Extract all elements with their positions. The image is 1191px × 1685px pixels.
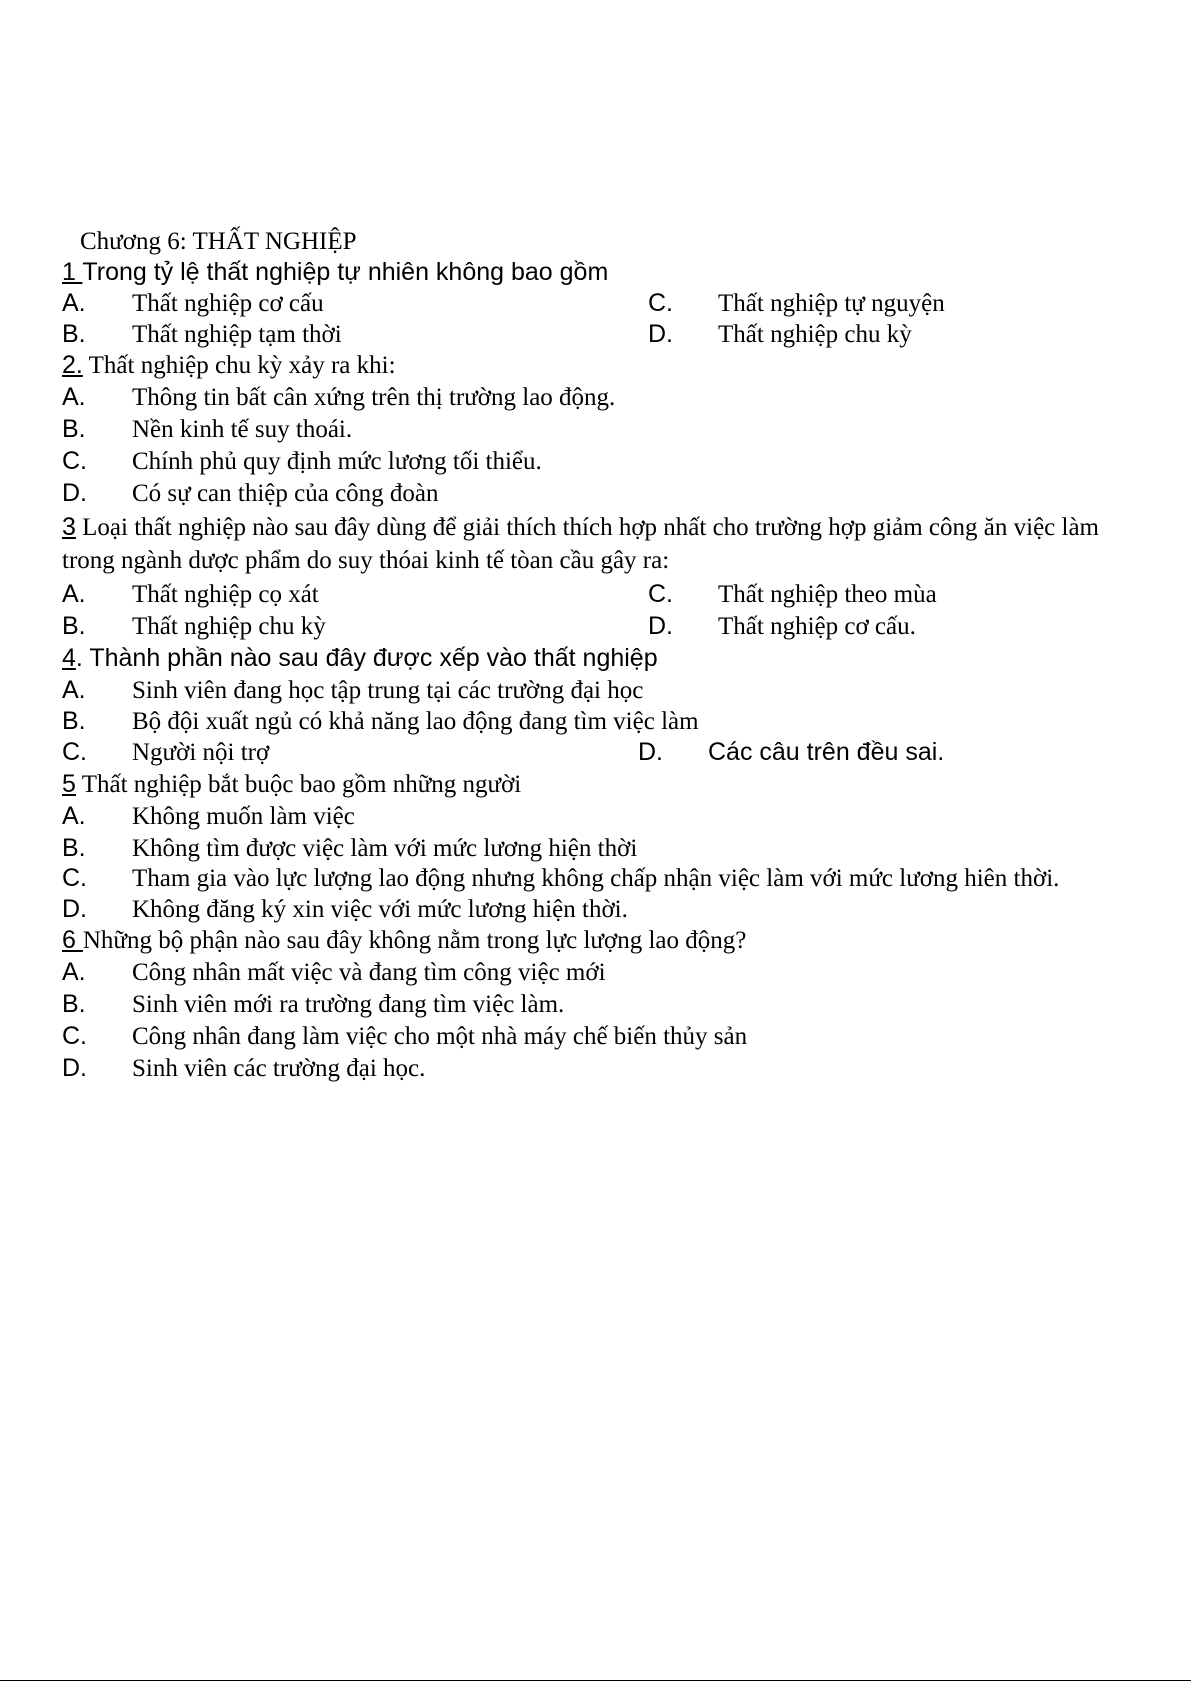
chapter-title: Chương 6: THẤT NGHIỆP bbox=[80, 228, 357, 255]
option-3a: A. Thất nghiệp cọ xát bbox=[62, 580, 319, 608]
question-number: 3 bbox=[62, 513, 76, 541]
option-6a: A. Công nhân mất việc và đang tìm công việc mới bbox=[62, 958, 606, 986]
option-1b: B. Thất nghiệp tạm thời bbox=[62, 320, 342, 348]
option-2b: B. Nền kinh tế suy thoái. bbox=[62, 415, 353, 443]
option-4a: A. Sinh viên đang học tập trung tại các trường đại học bbox=[62, 676, 644, 704]
question-5 bbox=[62, 769, 521, 800]
option-6b: B. Sinh viên mới ra trường đang tìm việc làm. bbox=[62, 990, 565, 1018]
option-5d: D. Không đăng ký xin việc với mức lương hiện thời. bbox=[62, 895, 628, 923]
option-1c: C. Thất nghiệp tự nguyện bbox=[648, 289, 945, 317]
option-3c: C. Thất nghiệp theo mùa bbox=[648, 580, 937, 608]
question-number: 5 bbox=[62, 770, 76, 798]
question-4 bbox=[62, 643, 658, 674]
option-1d: D. Thất nghiệp chu kỳ bbox=[648, 320, 912, 348]
option-3d: D. Thất nghiệp cơ cấu. bbox=[648, 612, 916, 640]
question-text: Trong tỷ lệ thất nghiệp tự nhiên không bao gồm bbox=[82, 258, 609, 286]
question-text: . Thành phần nào sau đây được xếp vào thất nghiệp bbox=[75, 644, 658, 672]
question-number: 4 bbox=[62, 644, 76, 672]
question-text: Loại thất nghiệp nào sau đây dùng để giải thích thích hợp nhất cho trường hợp giảm công ăn việc làm bbox=[75, 514, 1100, 541]
question-number: 2. bbox=[62, 351, 83, 379]
question-1 bbox=[62, 257, 608, 288]
option-2c: C. Chính phủ quy định mức lương tối thiểu. bbox=[62, 447, 542, 475]
question-number: 6 bbox=[62, 926, 83, 954]
option-6d: D. Sinh viên các trường đại học. bbox=[62, 1054, 426, 1082]
option-5b: B. Không tìm được việc làm với mức lương hiện thời bbox=[62, 834, 638, 862]
question-number: 1 bbox=[62, 258, 83, 286]
option-5a: A. Không muốn làm việc bbox=[62, 802, 355, 830]
option-3b: B. Thất nghiệp chu kỳ bbox=[62, 612, 326, 640]
option-2d: D. Có sự can thiệp của công đoàn bbox=[62, 479, 439, 507]
question-text: Thất nghiệp chu kỳ xảy ra khi: bbox=[82, 352, 396, 379]
option-1a: A. Thất nghiệp cơ cấu bbox=[62, 289, 324, 317]
option-4d: D. Các câu trên đều sai. bbox=[638, 738, 945, 766]
question-2 bbox=[62, 350, 396, 381]
option-6c: C. Công nhân đang làm việc cho một nhà máy chế biến thủy sản bbox=[62, 1022, 748, 1050]
bottom-page-rule bbox=[0, 1680, 1191, 1681]
question-6 bbox=[62, 925, 746, 956]
option-4b: B. Bộ đội xuất ngủ có khả năng lao động đang tìm việc làm bbox=[62, 707, 699, 735]
question-3 bbox=[62, 512, 1099, 543]
question-text: Những bộ phận nào sau đây không nằm trong lực lượng lao động? bbox=[82, 927, 747, 954]
question-3-continued: trong ngành dược phẩm do suy thóai kinh tế tòan cầu gây ra: bbox=[62, 547, 670, 574]
option-4c: C. Người nội trợ bbox=[62, 738, 270, 766]
option-5c: C. Tham gia vào lực lượng lao động nhưng không chấp nhận việc làm với mức lương hiên thời. bbox=[62, 864, 1060, 892]
question-text: Thất nghiệp bắt buộc bao gồm những người bbox=[75, 771, 522, 798]
option-2a: A. Thông tin bất cân xứng trên thị trường lao động. bbox=[62, 383, 616, 411]
